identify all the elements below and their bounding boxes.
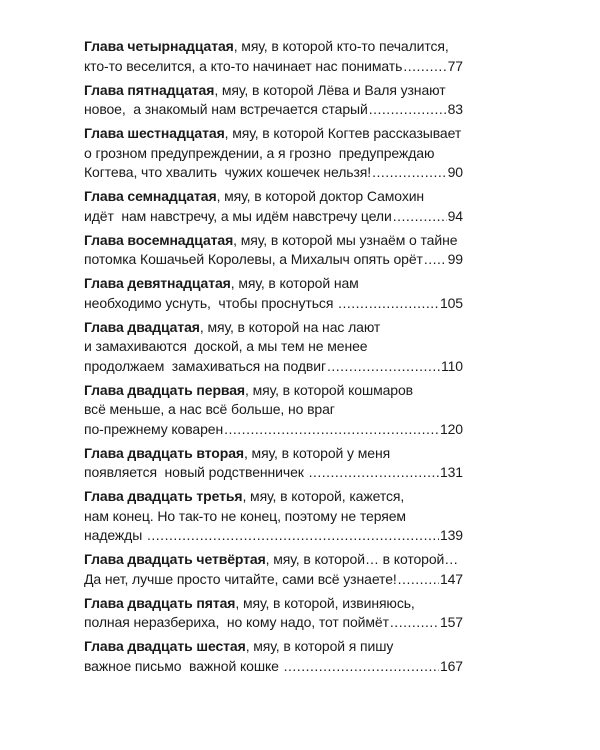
toc-line [84, 444, 463, 464]
chapter-title: Глава пятнадцатая [84, 81, 215, 98]
chapter-description: , мяу, в которой кто-то печалится, [233, 38, 449, 54]
toc-line [84, 357, 463, 377]
toc-line [84, 187, 463, 207]
chapter-description: важное письмо важной кошке [84, 657, 283, 674]
dot-leader [224, 420, 439, 440]
chapter-description: кто-то веселится, а кто-то начинает нас понимать [84, 57, 403, 74]
toc-line [84, 420, 463, 440]
toc-line [84, 507, 463, 527]
toc-line [84, 526, 463, 546]
dot-leader [424, 250, 447, 270]
toc-line [84, 613, 463, 633]
chapter-description: , мяу, в которой у меня [243, 444, 391, 461]
toc-line [84, 318, 463, 338]
toc-line [84, 381, 463, 401]
toc-line [84, 207, 463, 227]
chapter-description: Да нет, лучше просто читайте, сами всё узнаете! [84, 570, 397, 587]
page-number: 105 [439, 294, 463, 311]
toc-line [84, 657, 463, 677]
toc-line [84, 294, 463, 314]
toc-entry [84, 594, 463, 633]
chapter-description: , мяу, в которой Когтев рассказывает [224, 125, 462, 141]
toc-entry [84, 37, 463, 76]
chapter-title: Глава семнадцатая [84, 188, 217, 204]
chapter-title: Глава двадцать вторая [84, 444, 244, 461]
toc-entry [84, 231, 463, 270]
chapter-title: Глава двадцать пятая [84, 594, 236, 611]
dot-leader [309, 463, 439, 483]
chapter-description: , мяу, в которой я пишу [245, 638, 394, 654]
chapter-title: Глава двадцать третья [84, 488, 243, 504]
dot-leader [327, 357, 440, 377]
toc-line [84, 81, 463, 101]
chapter-description: , мяу, в которой, извиняюсь, [235, 594, 415, 611]
chapter-description: , мяу, в которой, кажется, [242, 488, 405, 504]
toc-line [84, 100, 463, 120]
page-number: 120 [439, 420, 463, 437]
chapter-title: Глава двадцатая [84, 318, 200, 335]
chapter-title: Глава шестнадцатая [84, 125, 225, 141]
toc-line [84, 124, 463, 144]
toc-line [84, 144, 463, 164]
toc-line [84, 57, 463, 77]
chapter-description: Когтева, что хвалить чужих кошечек нельзя! [84, 164, 372, 180]
page-number: 131 [439, 464, 463, 480]
page-number: 99 [447, 251, 463, 267]
toc-entry [84, 124, 463, 183]
toc-line [84, 400, 463, 420]
toc-line [84, 594, 463, 614]
chapter-description: полная неразбериха, но кому надо, тот поймёт [84, 614, 389, 630]
toc-entry [84, 550, 463, 589]
chapter-description: всё меньше, а нас всё больше, но враг [84, 401, 335, 417]
dot-leader [284, 657, 439, 677]
chapter-description: , мяу, в которой… в которой… [265, 551, 459, 567]
chapter-title: Глава девятнадцатая [84, 275, 231, 291]
page-number: 157 [439, 614, 463, 630]
toc-entry [84, 274, 463, 313]
chapter-title: Глава двадцать первая [84, 381, 245, 398]
chapter-description: , мяу, в которой нам [230, 275, 359, 291]
toc-entry [84, 318, 463, 377]
page-number: 94 [447, 207, 463, 224]
toc-line [84, 637, 463, 657]
chapter-description: , мяу, в которой Лёва и Валя узнают [214, 81, 446, 98]
chapter-title: Глава восемнадцатая [84, 231, 234, 248]
page-number: 139 [439, 527, 463, 543]
dot-leader [147, 526, 439, 546]
toc-line [84, 37, 463, 57]
dot-leader [403, 57, 446, 77]
chapter-description: новое, а знакомый нам встречается старый [84, 101, 368, 117]
toc-line [84, 463, 463, 483]
toc-line [84, 274, 463, 294]
page-number: 167 [439, 657, 463, 674]
chapter-description: необходимо уснуть, чтобы проснуться [84, 294, 338, 311]
toc-entry [84, 81, 463, 120]
toc-line [84, 570, 463, 590]
toc-line [84, 337, 463, 357]
chapter-title: Глава двадцать четвёртая [84, 551, 266, 567]
dot-leader [372, 163, 447, 183]
chapter-description: , мяу, в которой кошмаров [245, 381, 413, 398]
chapter-description: идёт нам навстречу, а мы идём навстречу цели [84, 207, 392, 224]
toc-line [84, 163, 463, 183]
dot-leader [338, 294, 439, 314]
toc-entry [84, 381, 463, 440]
chapter-description: , мяу, в которой на нас лают [199, 318, 381, 335]
table-of-contents [84, 37, 463, 681]
toc-line [84, 250, 463, 270]
chapter-title: Глава двадцать шестая [84, 638, 246, 654]
chapter-title: Глава четырнадцатая [84, 38, 234, 54]
chapter-description: нам конец. Но так-то не конец, поэтому не теряем [84, 507, 406, 524]
chapter-description: появляется новый родственничек [84, 464, 308, 480]
chapter-description: , мяу, в которой доктор Самохин [216, 188, 425, 204]
page-number: 110 [440, 357, 463, 374]
dot-leader [390, 613, 439, 633]
chapter-description: потомка Кошачьей Королевы, а Михалыч опять орёт [84, 251, 423, 267]
toc-entry [84, 187, 463, 226]
chapter-description: и замахиваются доской, а мы тем не менее [84, 338, 368, 354]
page-number: 90 [447, 164, 463, 180]
page-number: 147 [439, 570, 463, 587]
page-number: 83 [447, 101, 463, 117]
dot-leader [393, 207, 447, 227]
chapter-description: продолжаем замахиваться на подвиг [84, 357, 326, 374]
toc-line [84, 487, 463, 507]
chapter-description: о грозном предупреждении, а я грозно предупреждаю [84, 144, 435, 161]
page-number: 77 [447, 57, 463, 74]
toc-line [84, 231, 463, 251]
chapter-description: по-прежнему коварен [84, 420, 224, 437]
toc-entry [84, 444, 463, 483]
toc-entry [84, 637, 463, 676]
toc-entry [84, 487, 463, 546]
dot-leader [369, 100, 447, 120]
dot-leader [398, 570, 439, 590]
toc-line [84, 550, 463, 570]
chapter-description: надежды [84, 527, 147, 543]
chapter-description: , мяу, в которой мы узнаём о тайне [233, 231, 458, 248]
